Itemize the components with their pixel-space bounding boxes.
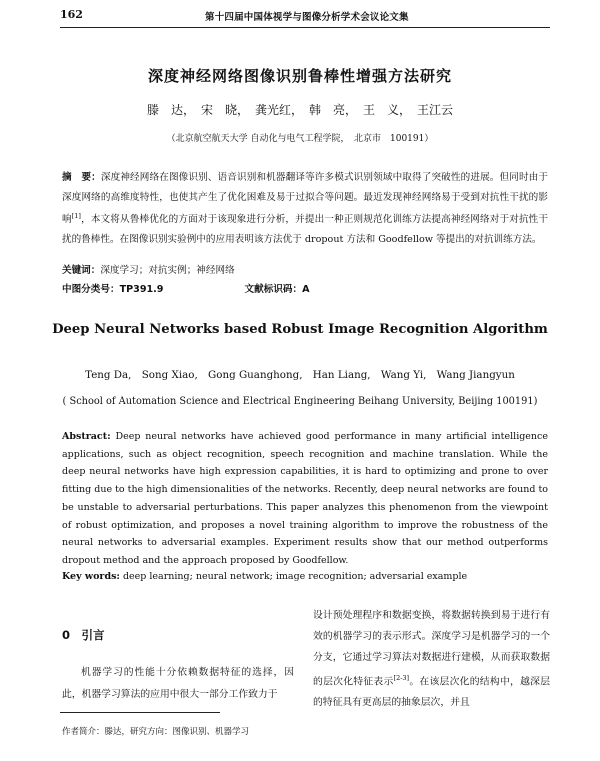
left-column-text: 机器学习的性能十分依赖数据特征的选择，因此，机器学习算法的应用中很大一部分工作致力于 (62, 667, 294, 700)
header-rule (60, 27, 550, 28)
chinese-abstract (62, 168, 548, 249)
chinese-keywords (62, 262, 235, 276)
page-number: 162 (60, 8, 83, 21)
chinese-abstract-text-2: ，本文将从鲁棒优化的方面对于该现象进行分析，并提出一种正则规范化训练方法提高神经网络对于对抗性干扰的鲁棒性。在图像识别实验例中的应用表明该方法优于 dropout 方法和 Goodfellow 等提出的对抗训练方法。 (62, 214, 549, 245)
chinese-title: 深度神经网络图像识别鲁棒性增强方法研究 (147, 67, 452, 85)
chinese-abstract-text-1: 深度神经网络在图像识别、语音识别和机器翻译等许多模式识别领域中取得了突破性的进展。但同时由于深度网络的高维度特性，也使其产生了优化困难及易于过拟合等问题。最近发现神经网络易于受到对抗性干扰的影响 (62, 172, 548, 226)
english-affiliation: ( School of Automation Science and Electrical Engineering Beihang University, Beijing 100191) (62, 396, 538, 407)
citation-ref-2-3: [2-3] (393, 674, 410, 682)
english-title: Deep Neural Networks based Robust Image Recognition Algorithm (52, 322, 548, 337)
chinese-abstract-label: 摘 要： (62, 172, 101, 183)
right-column-text-2: 。在该层次化的结构中，越深层的特征具有更高层的抽象层次，并且 (313, 676, 551, 709)
chinese-keywords-text: 深度学习；对抗实例；神经网络 (100, 265, 235, 276)
running-header: 第十四届中国体视学与图像分析学术会议论文集 (205, 12, 409, 23)
citation-ref-1: [1] (71, 212, 81, 220)
section-heading: 0 引言 (62, 628, 105, 642)
chinese-keywords-label: 关键词： (62, 265, 101, 276)
right-column-text-1: 设计预处理程序和数据变换，将数据转换到易于进行有效的机器学习的表示形式。深度学习是机器学习的一个分支，它通过学习算法对数据进行建模，从而获取数据的层次化特征表示 (313, 610, 550, 688)
english-keywords-text: deep learning; neural network; image recognition; adversarial example (119, 571, 468, 582)
classification-line (62, 281, 310, 295)
class-number-label: 中图分类号： (62, 284, 120, 295)
english-abstract-label: Abstract: (62, 431, 111, 442)
english-abstract-text: Deep neural networks have achieved good performance in many artificial intelligence applications, such as object recognition, speech recognition and machine translation. While the deep neural networks have high expression capabilities, it is hard to optimizing and prone to over fitting due to the high dimensionalities of the networks. Recently, deep neural networks are found to be unstable to adversarial perturbations. This paper analyzes this phenomenon from the viewpoint of robust optimization, and proposes a novel training algorithm to improve the robustness of the neural networks to adversarial examples. Experiment results show that our method outperforms dropout method and the approach proposed by Goodfellow. (62, 431, 548, 566)
english-keywords (62, 571, 467, 582)
english-authors: Teng Da, Song Xiao, Gong Guanghong, Han Liang, Wang Yi, Wang Jiangyun (85, 369, 515, 381)
right-column-text (313, 605, 550, 713)
english-keywords-label: Key words: (62, 571, 120, 582)
english-abstract (62, 428, 548, 570)
class-number-value: TP391.9 (119, 284, 164, 295)
chinese-affiliation: （北京航空航天大学 自动化与电气工程学院， 北京市 100191） (166, 134, 434, 144)
author-footnote: 作者简介：滕达，研究方向：图像识别、机器学习 (62, 727, 250, 737)
chinese-authors: 滕 达， 宋 晓， 龚光红， 韩 亮， 王 义， 王江云 (146, 103, 453, 117)
footnote-rule (60, 712, 220, 713)
doc-code-label: 文献标识码： (244, 284, 303, 295)
doc-code-value: A (302, 284, 310, 295)
